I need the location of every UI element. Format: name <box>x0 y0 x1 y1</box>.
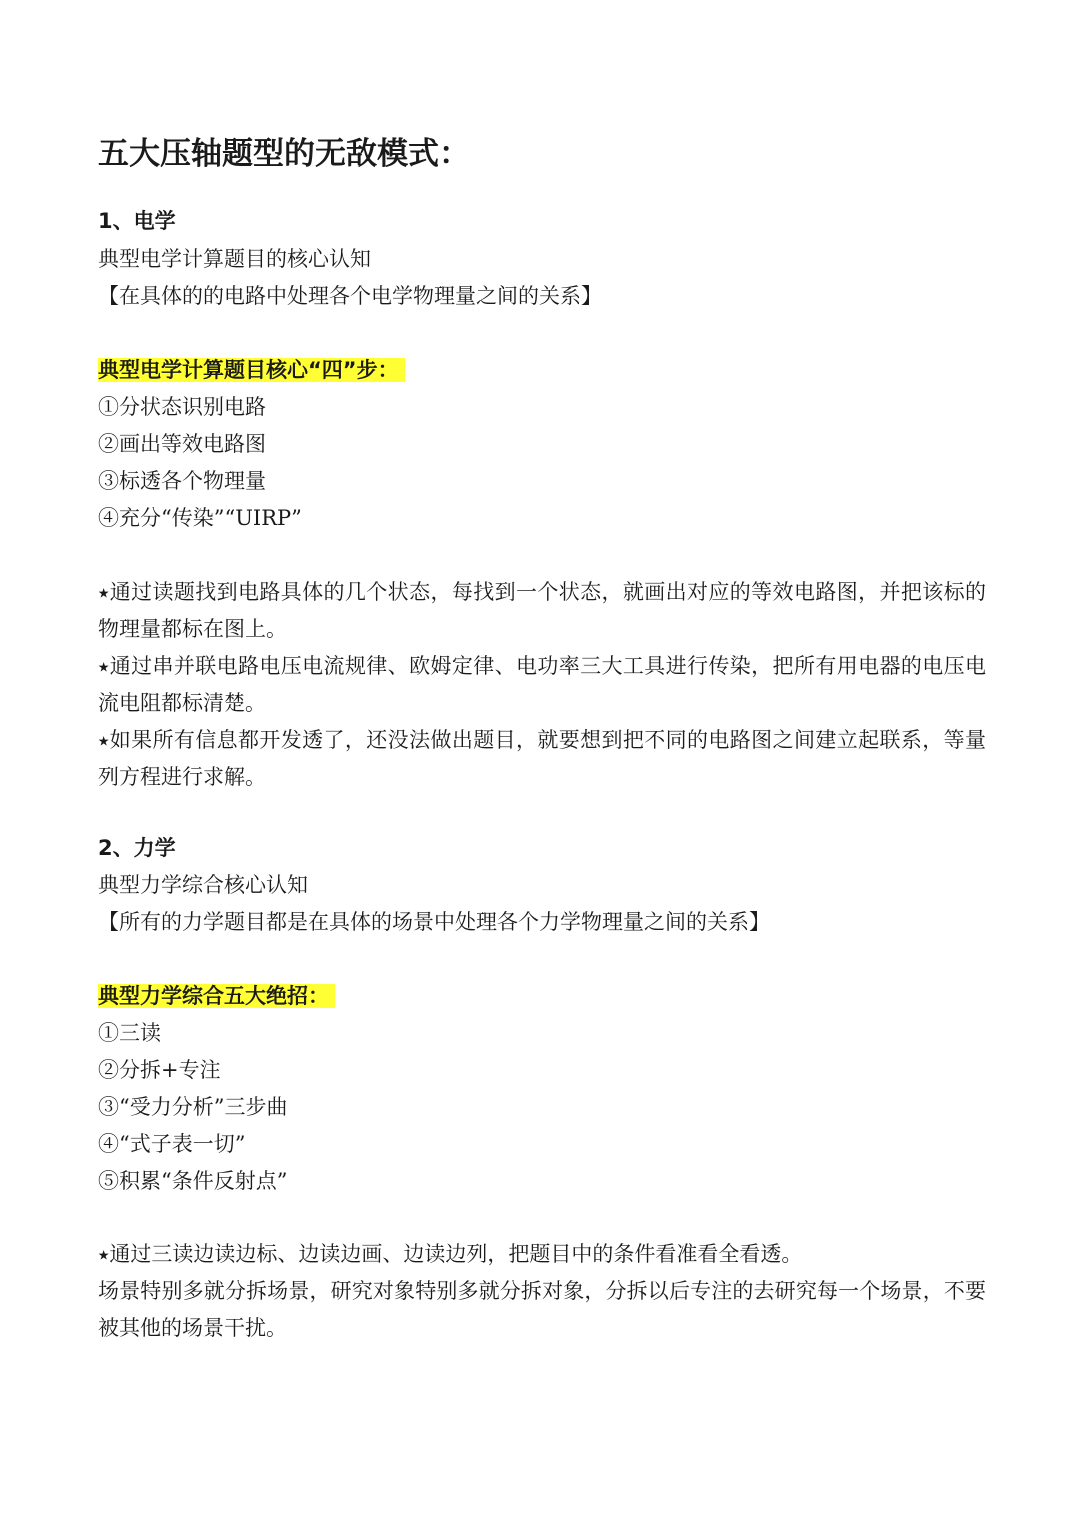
step-item: ①三读 <box>98 1021 161 1045</box>
section-subtitle-mechanics: 典型力学综合核心认知 <box>98 873 308 897</box>
step-item: ⑤积累“条件反射点” <box>98 1169 288 1193</box>
note-paragraph: ⭑如果所有信息都开发透了，还没法做出题目，就要想到把不同的电路图之间建立起联系，等量列方程进行求解。 <box>98 728 986 789</box>
highlighted-text: 典型力学综合五大绝招： <box>98 984 335 1008</box>
step-item: ②分拆+专注 <box>98 1058 221 1082</box>
note-paragraph: ⭑通过串并联电路电压电流规律、欧姆定律、电功率三大工具进行传染，把所有用电器的电压电流电阻都标清楚。 <box>98 654 986 715</box>
step-item: ③标透各个物理量 <box>98 469 266 493</box>
note-paragraph: ⭑通过读题找到电路具体的几个状态，每找到一个状态，就画出对应的等效电路图，并把该标的物理量都标在图上。 <box>98 580 986 641</box>
highlight-line-electricity <box>98 355 405 385</box>
step-item: ②画出等效电路图 <box>98 432 266 456</box>
section-bracket-electricity: 【在具体的的电路中处理各个电学物理量之间的关系】 <box>98 284 602 308</box>
note-paragraph: ⭑通过三读边读边标、边读边画、边读边列，把题目中的条件看准看全看透。 <box>98 1242 803 1266</box>
highlighted-text: 典型电学计算题目核心“四”步： <box>98 358 405 382</box>
step-item: ④“式子表一切” <box>98 1132 246 1156</box>
step-item: ①分状态识别电路 <box>98 395 266 419</box>
section-subtitle-electricity: 典型电学计算题目的核心认知 <box>98 247 371 271</box>
step-item: ④充分“传染”“UIRP” <box>98 506 302 530</box>
section-heading-electricity: 1、电学 <box>98 209 176 233</box>
section-bracket-mechanics: 【所有的力学题目都是在具体的场景中处理各个力学物理量之间的关系】 <box>98 910 770 934</box>
step-item: ③“受力分析”三步曲 <box>98 1095 288 1119</box>
document-title: 五大压轴题型的无敌模式： <box>98 136 470 172</box>
section-heading-mechanics: 2、力学 <box>98 836 176 860</box>
highlight-line-mechanics <box>98 981 335 1011</box>
note-paragraph: 场景特别多就分拆场景，研究对象特别多就分拆对象，分拆以后专注的去研究每一个场景，不要被其他的场景干扰。 <box>98 1279 986 1340</box>
